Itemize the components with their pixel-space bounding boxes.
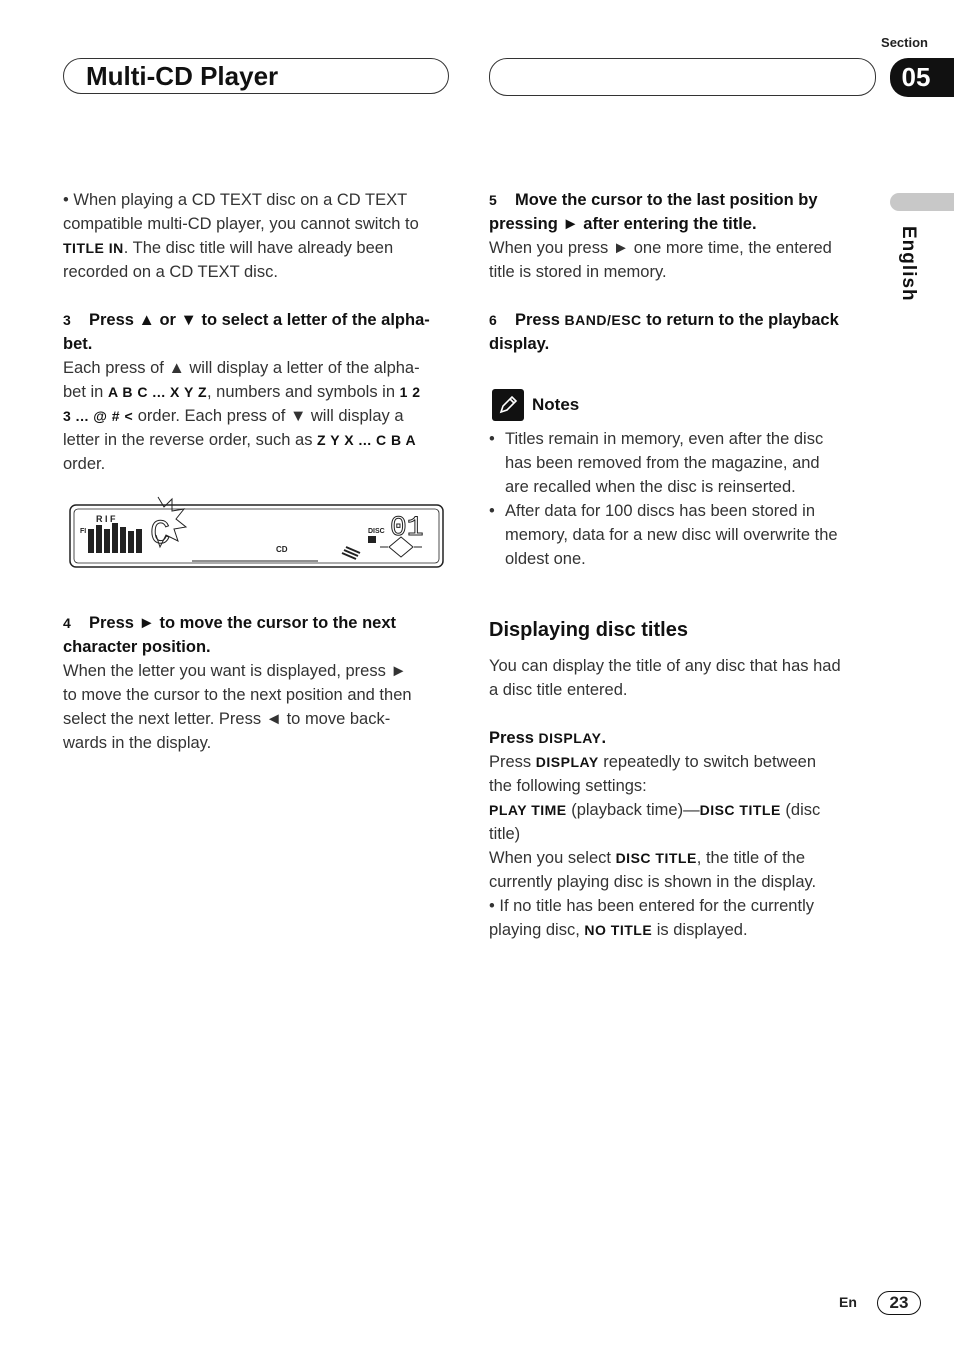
notes-header: [492, 389, 579, 421]
step-4-body-line: When the letter you want is displayed, press ►: [63, 662, 407, 680]
blank-header-box: [489, 58, 876, 96]
body-line: PLAY TIME (playback time)—DISC TITLE (disc: [489, 801, 821, 819]
intro-line: a disc title entered.: [489, 681, 628, 699]
intro-line: You can display the title of any disc that has had: [489, 657, 841, 675]
lcd-display-illustration: [68, 495, 445, 570]
section-heading: Displaying disc titles: [489, 619, 688, 641]
notes-list: [489, 427, 884, 571]
body-line: the following settings:: [489, 777, 647, 795]
step-4-title: 4 Press ► to move the cursor to the next: [63, 614, 396, 632]
lcd-display-svg: [68, 495, 445, 570]
language-label: English: [898, 226, 919, 302]
notes-title: Notes: [532, 395, 580, 414]
display-intro: [489, 654, 884, 702]
step-3-body-line: Each press of ▲ will display a letter of the alpha-: [63, 359, 420, 377]
step-5-title-cont: pressing ► after entering the title.: [489, 215, 757, 233]
lcd-rif-label: R I F: [96, 514, 116, 524]
chapter-title-box: [63, 58, 449, 94]
step-6-title: 6 Press BAND/ESC to return to the playback: [489, 311, 839, 329]
step-3-body-line: letter in the reverse order, such as Z Y X ... C B A: [63, 431, 417, 449]
body-line: playing disc, NO TITLE is displayed.: [489, 921, 748, 939]
chapter-title: Multi-CD Player: [86, 61, 279, 91]
step-6: [489, 308, 879, 356]
note-item: • After data for 100 discs has been stored in memory, data for a new disc will overwrite the oldest one.: [489, 502, 838, 568]
step-3-body-line: order.: [63, 455, 106, 473]
section-number-badge: 05: [890, 58, 954, 97]
lcd-disc-label: DISC: [368, 528, 385, 535]
intro-bullet: • When playing a CD TEXT disc on a CD TEXT compatible multi-CD player, you cannot switch to TITLE IN. The disc title will have already been recorded on a CD TEXT disc.: [63, 191, 419, 281]
step-5-body-line: When you press ► one more time, the entered: [489, 239, 832, 257]
step-4: [63, 611, 458, 755]
body-line: • If no title has been entered for the currently: [489, 897, 814, 915]
step-4-title-cont: character position.: [63, 638, 211, 656]
pencil-icon: [492, 389, 524, 421]
body-line: Press DISPLAY repeatedly to switch between: [489, 753, 817, 771]
step-6-title-cont: display.: [489, 335, 550, 353]
lcd-cd-label: CD: [276, 545, 288, 554]
step-5-title: 5 Move the cursor to the last position by: [489, 191, 818, 209]
step-4-body-line: wards in the display.: [63, 734, 212, 752]
press-display-line: Press DISPLAY.: [489, 729, 607, 747]
left-column: [63, 188, 453, 284]
step-4-body-line: select the next letter. Press ◄ to move back-: [63, 710, 391, 728]
step-4-body-line: to move the cursor to the next position and then: [63, 686, 412, 704]
step-5: [489, 188, 879, 284]
body-line: title): [489, 825, 521, 843]
language-tab: [890, 193, 954, 211]
step-5-body-line: title is stored in memory.: [489, 263, 667, 281]
step-3-body-line: 3 ... @ # < order. Each press of ▼ will display a: [63, 407, 404, 425]
lcd-disc-digits: 01: [390, 513, 424, 544]
page-number: 23: [877, 1291, 921, 1315]
display-instructions: [489, 726, 884, 942]
step-3-title: 3 Press ▲ or ▼ to select a letter of the alpha-: [63, 311, 430, 329]
body-line: When you select DISC TITLE, the title of the: [489, 849, 806, 867]
body-line: currently playing disc is shown in the display.: [489, 873, 817, 891]
step-3-body-line: bet in A B C ... X Y Z, numbers and symbols in 1 2: [63, 383, 421, 401]
note-item: • Titles remain in memory, even after the disc has been removed from the magazine, and are recalled when the disc is reinserted.: [489, 430, 824, 496]
step-3: [63, 308, 458, 476]
step-3-title-cont: bet.: [63, 335, 93, 353]
section-label: Section: [881, 35, 928, 50]
footer-language: En: [839, 1294, 857, 1310]
lcd-char: C: [150, 516, 171, 554]
lcd-fi-label: FI: [80, 528, 87, 535]
